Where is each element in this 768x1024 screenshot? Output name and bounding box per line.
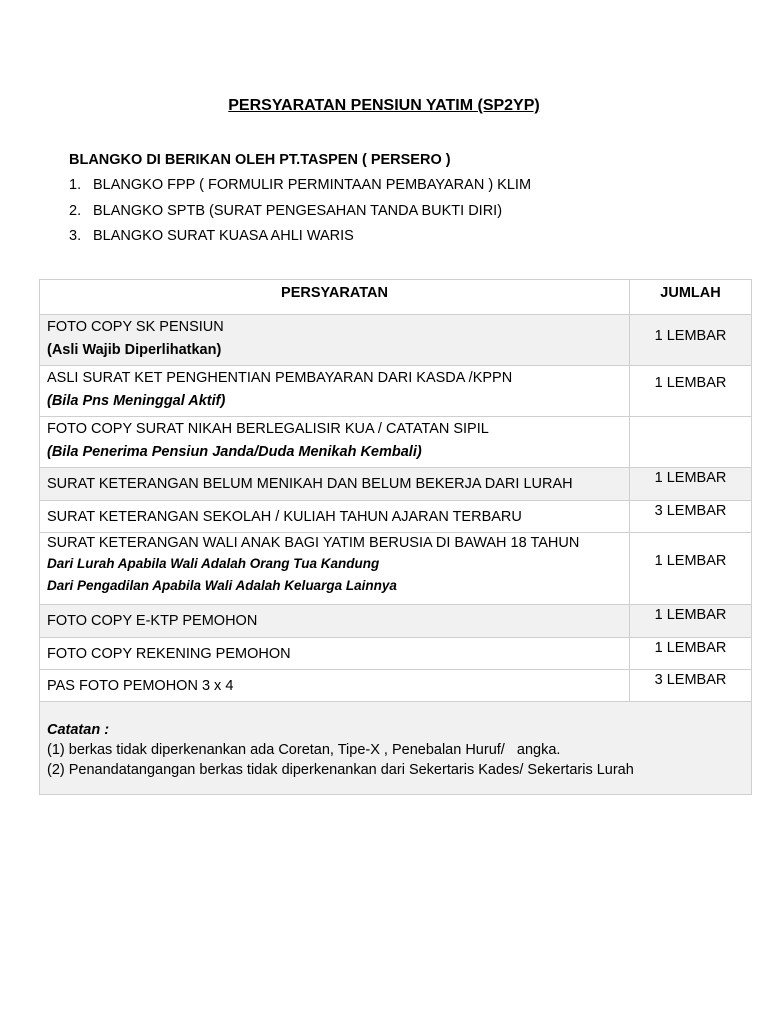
table-header-row xyxy=(40,280,752,315)
quantity-cell: 1 LEMBAR xyxy=(630,366,752,417)
notes-row xyxy=(40,702,752,795)
quantity-cell: 1 LEMBAR xyxy=(630,533,752,605)
table-row xyxy=(40,533,752,605)
table-row xyxy=(40,501,752,533)
requirement-cell xyxy=(40,315,630,366)
quantity-cell: 3 LEMBAR xyxy=(630,501,752,533)
requirement-text: SURAT KETERANGAN BELUM MENIKAH DAN BELUM BEKERJA DARI LURAH xyxy=(47,476,573,492)
requirement-text: SURAT KETERANGAN WALI ANAK BAGI YATIM BERUSIA DI BAWAH 18 TAHUN xyxy=(47,535,580,551)
requirement-cell xyxy=(40,417,630,468)
intro-list xyxy=(69,174,531,251)
notes-cell xyxy=(40,702,752,795)
intro-list-item xyxy=(69,225,531,251)
requirement-text: PAS FOTO PEMOHON 3 x 4 xyxy=(47,678,234,694)
quantity-cell: 3 LEMBAR xyxy=(630,670,752,702)
requirement-text: ASLI SURAT KET PENGHENTIAN PEMBAYARAN DARI KASDA /KPPN xyxy=(47,370,513,386)
intro-list-item xyxy=(69,200,531,226)
requirement-note: (Bila Penerima Pensiun Janda/Duda Menikah Kembali) xyxy=(47,444,422,460)
requirement-cell xyxy=(40,533,630,605)
header-persyaratan: PERSYARATAN xyxy=(40,280,630,315)
intro-item-number: 3. xyxy=(69,228,82,244)
notes-line: (2) Penandatangangan berkas tidak diperkenankan dari Sekertaris Kades/ Sekertaris Lurah xyxy=(47,762,634,778)
requirement-cell xyxy=(40,638,630,670)
requirement-cell xyxy=(40,366,630,417)
table-row xyxy=(40,417,752,468)
header-jumlah: JUMLAH xyxy=(630,280,752,315)
notes-title: Catatan : xyxy=(47,722,110,738)
notes-line: (1) berkas tidak diperkenankan ada Coretan, Tipe-X , Penebalan Huruf/ angka. xyxy=(47,742,561,758)
intro-item-text: BLANGKO SPTB (SURAT PENGESAHAN TANDA BUKTI DIRI) xyxy=(93,202,503,219)
intro-item-text: BLANGKO SURAT KUASA AHLI WARIS xyxy=(93,228,354,244)
requirement-text: FOTO COPY SK PENSIUN xyxy=(47,319,224,335)
requirements-table xyxy=(39,279,752,795)
intro-heading: BLANGKO DI BERIKAN OLEH PT.TASPEN ( PERSERO ) xyxy=(69,152,451,168)
requirement-cell xyxy=(40,605,630,638)
table-row xyxy=(40,315,752,366)
requirement-note: (Bila Pns Meninggal Aktif) xyxy=(47,393,226,409)
requirement-cell xyxy=(40,468,630,501)
requirement-text: FOTO COPY E-KTP PEMOHON xyxy=(47,613,258,629)
intro-section xyxy=(69,150,531,251)
intro-item-number: 1. xyxy=(69,177,82,193)
quantity-cell: 1 LEMBAR xyxy=(630,315,752,366)
requirement-text: FOTO COPY REKENING PEMOHON xyxy=(47,646,291,662)
requirement-text: SURAT KETERANGAN SEKOLAH / KULIAH TAHUN AJARAN TERBARU xyxy=(47,509,522,525)
table-row xyxy=(40,638,752,670)
requirement-text: FOTO COPY SURAT NIKAH BERLEGALISIR KUA / CATATAN SIPIL xyxy=(47,421,489,437)
table-row xyxy=(40,468,752,501)
intro-list-item xyxy=(69,174,531,200)
quantity-cell: 1 LEMBAR xyxy=(630,468,752,501)
requirement-cell xyxy=(40,670,630,702)
requirement-cell xyxy=(40,501,630,533)
quantity-cell: 1 LEMBAR xyxy=(630,605,752,638)
document-title-text: PERSYARATAN PENSIUN YATIM (SP2YP) xyxy=(228,97,540,114)
intro-item-number: 2. xyxy=(69,202,82,219)
document-title xyxy=(0,97,768,115)
table-row xyxy=(40,605,752,638)
table-row xyxy=(40,366,752,417)
quantity-cell xyxy=(630,417,752,468)
requirement-note: Dari Lurah Apabila Wali Adalah Orang Tua Kandung xyxy=(47,556,380,571)
quantity-cell: 1 LEMBAR xyxy=(630,638,752,670)
requirement-note: (Asli Wajib Diperlihatkan) xyxy=(47,342,222,358)
intro-item-text: BLANGKO FPP ( FORMULIR PERMINTAAN PEMBAYARAN ) KLIM xyxy=(93,177,532,193)
table-row xyxy=(40,670,752,702)
requirement-note: Dari Pengadilan Apabila Wali Adalah Keluarga Lainnya xyxy=(47,578,397,593)
